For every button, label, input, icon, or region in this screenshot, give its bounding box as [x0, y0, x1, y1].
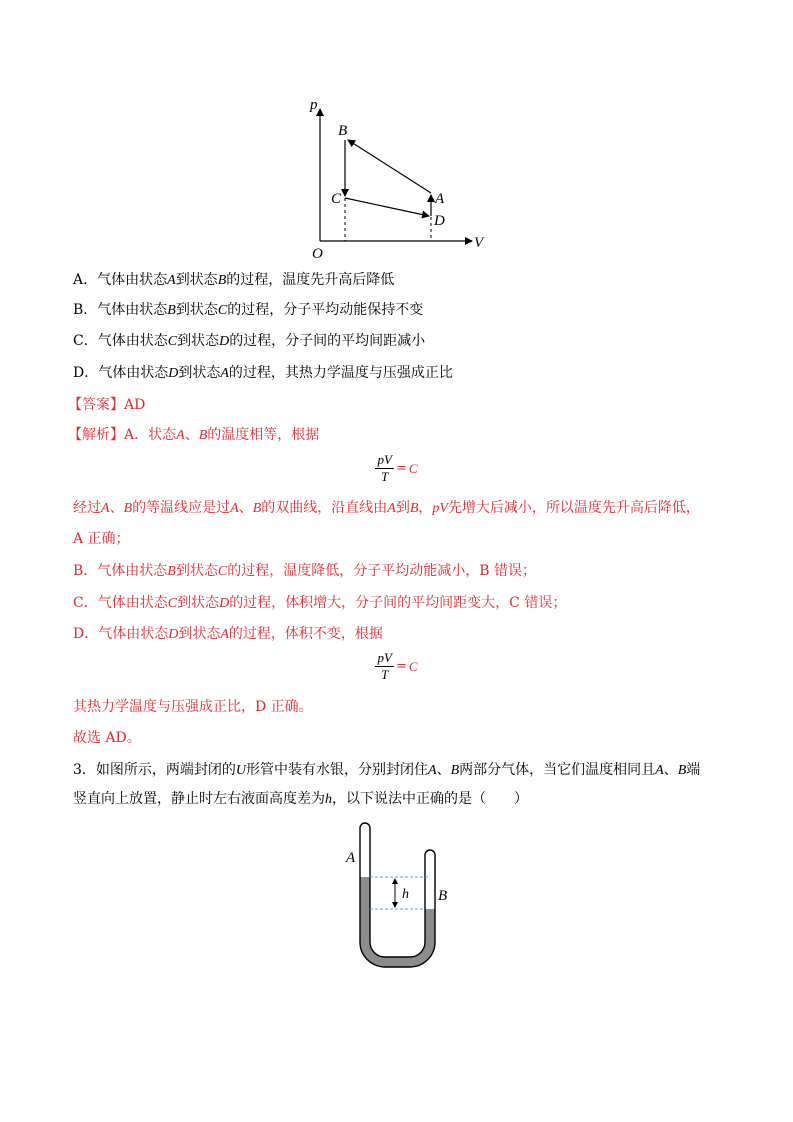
question-text: 3．如图所示，两端封闭的: [73, 762, 236, 778]
option-letter: C．: [73, 333, 98, 349]
analysis-line-3: [73, 529, 733, 549]
point-label-a: A: [435, 191, 445, 207]
formula-equals: =: [395, 659, 407, 674]
option-text: 到状态: [177, 333, 220, 349]
state-symbol: D: [168, 627, 179, 642]
point-label-c: C: [331, 191, 342, 207]
state-symbol: A: [176, 428, 185, 443]
analysis-text: 的过程，体积不变，根据: [228, 626, 383, 642]
formula-1: [0, 452, 793, 492]
state-symbol: pV: [432, 501, 448, 516]
option-text: 的过程，分子间的平均间距减小: [229, 333, 426, 349]
question-text: 两部分气体，当它们温度相同且: [459, 762, 656, 778]
state-symbol: C: [167, 596, 178, 611]
analysis-text: 的双曲线，沿直线由: [261, 500, 388, 516]
state-symbol: B: [167, 564, 176, 579]
formula-rhs: C: [408, 658, 418, 674]
state-symbol: B: [409, 501, 419, 516]
state-symbol: B: [252, 501, 262, 516]
pv-diagram-svg: [300, 95, 495, 260]
u-tube-diagram: [340, 820, 460, 975]
symbol: h: [325, 792, 332, 807]
state-symbol: C: [217, 303, 228, 318]
answer-label: 【答案】: [68, 397, 124, 413]
analysis-line-4: [73, 561, 733, 582]
answer-value: AD: [124, 397, 146, 413]
analysis-text: 、: [109, 500, 124, 516]
analysis-text: 到: [395, 500, 410, 516]
axis-label-v: V: [474, 235, 484, 251]
analysis-line-1: [68, 425, 733, 446]
state-symbol: B: [217, 273, 227, 288]
question-text: 端: [686, 762, 701, 778]
question-text: 、: [436, 762, 451, 778]
option-c: [73, 331, 733, 352]
state-symbol: C: [217, 564, 228, 579]
pv-diagram: [300, 95, 495, 260]
state-symbol: B: [123, 501, 133, 516]
option-b: [73, 300, 733, 321]
symbol: U: [235, 763, 247, 778]
symbol: A: [655, 763, 664, 778]
symbol: B: [450, 763, 460, 778]
analysis-text: D．气体由状态: [73, 626, 169, 642]
state-symbol: A: [220, 366, 229, 381]
question-3-line-2: [73, 789, 733, 810]
analysis-text: 的过程，体积增大，分子间的平均间距变大，C 错误；: [229, 595, 567, 611]
state-symbol: A: [220, 627, 229, 642]
analysis-line-6: [73, 624, 733, 645]
point-label-b: B: [338, 123, 348, 139]
state-symbol: A: [230, 501, 239, 516]
state-symbol: D: [219, 334, 230, 349]
option-text: 的过程，其热力学温度与压强成正比: [228, 365, 453, 381]
axis-label-p: p: [310, 97, 318, 113]
u-tube-inner-wall: [370, 828, 425, 957]
state-symbol: A: [167, 273, 176, 288]
tube-label-b: B: [438, 888, 448, 904]
mercury-fill: [360, 877, 435, 967]
analysis-line-2: [73, 498, 733, 519]
tube-label-a: A: [346, 850, 356, 866]
analysis-line-5: [73, 593, 733, 614]
u-tube-outer-wall: [360, 823, 435, 967]
formula-numerator: pV: [377, 650, 392, 665]
analysis-text: A．状态: [124, 427, 177, 443]
option-text: 的过程，分子平均动能保持不变: [227, 302, 424, 318]
point-label-d: D: [434, 213, 445, 229]
process-a-to-b: [348, 140, 431, 193]
analysis-text: 到状态: [177, 595, 220, 611]
state-symbol: A: [387, 501, 396, 516]
option-a: [73, 270, 733, 291]
formula-denominator: T: [381, 469, 389, 484]
option-text: 气体由状态: [98, 365, 169, 381]
state-symbol: D: [219, 596, 230, 611]
analysis-text: 其热力学温度与压强成正比，D 正确。: [73, 699, 313, 715]
origin-label: O: [312, 246, 323, 260]
option-letter: A．: [73, 272, 98, 288]
option-text: 气体由状态: [97, 302, 168, 318]
option-text: 的过程，温度先升高后降低: [226, 272, 395, 288]
option-d: [73, 363, 733, 384]
option-text: 到状态: [175, 302, 218, 318]
state-symbol: B: [167, 303, 176, 318]
analysis-text: 先增大后减小，所以温度先升高后降低，: [447, 500, 700, 516]
formula-equals: =: [395, 461, 407, 476]
formula-denominator: T: [381, 667, 389, 682]
analysis-text: 经过: [73, 500, 101, 516]
formula-fraction: [375, 650, 393, 683]
analysis-line-7: [73, 697, 733, 717]
option-text: 气体由状态: [97, 272, 168, 288]
option-letter: D．: [73, 365, 99, 381]
question-text: 形管中装有水银，分别封闭住: [246, 762, 429, 778]
analysis-text: A 正确；: [73, 531, 130, 547]
tube-label-h: h: [402, 887, 409, 902]
option-text: 到状态: [178, 365, 221, 381]
analysis-text: C．气体由状态: [73, 595, 168, 611]
analysis-text: B．气体由状态: [73, 563, 168, 579]
state-symbol: D: [168, 366, 179, 381]
analysis-text: ，: [418, 500, 433, 516]
question-3-line-1: [73, 760, 733, 781]
state-symbol: B: [198, 428, 208, 443]
analysis-text: 的温度相等，根据: [207, 427, 320, 443]
height-arrow-head-top: [392, 878, 398, 884]
symbol: A: [428, 763, 437, 778]
question-text: ，以下说法中正确的是（ ）: [332, 791, 528, 807]
height-arrow-head-bottom: [392, 902, 398, 908]
analysis-text: 到状态: [175, 563, 218, 579]
analysis-text: 故选 AD。: [73, 730, 141, 746]
option-letter: B．: [73, 302, 98, 318]
question-text: 竖直向上放置，静止时左右液面高度差为: [73, 791, 325, 807]
formula-fraction: [375, 452, 393, 485]
question-text: 、: [663, 762, 678, 778]
formula-2: [0, 650, 793, 690]
process-c-to-d: [345, 198, 429, 216]
analysis-line-8: [73, 728, 733, 748]
formula-rhs: C: [408, 460, 418, 476]
analysis-label: 【解析】: [68, 427, 124, 443]
option-text: 气体由状态: [97, 333, 168, 349]
analysis-text: 、: [238, 500, 253, 516]
analysis-text: 的过程，温度降低，分子平均动能减小，B 错误；: [227, 563, 536, 579]
analysis-text: 、: [184, 427, 199, 443]
option-text: 到状态: [175, 272, 218, 288]
state-symbol: C: [167, 334, 178, 349]
u-tube-svg: [340, 820, 460, 975]
answer-line: [68, 395, 733, 415]
formula-numerator: pV: [377, 452, 392, 467]
symbol: B: [677, 763, 687, 778]
state-symbol: A: [101, 501, 110, 516]
analysis-text: 的等温线应是过: [132, 500, 231, 516]
analysis-text: 到状态: [178, 626, 221, 642]
